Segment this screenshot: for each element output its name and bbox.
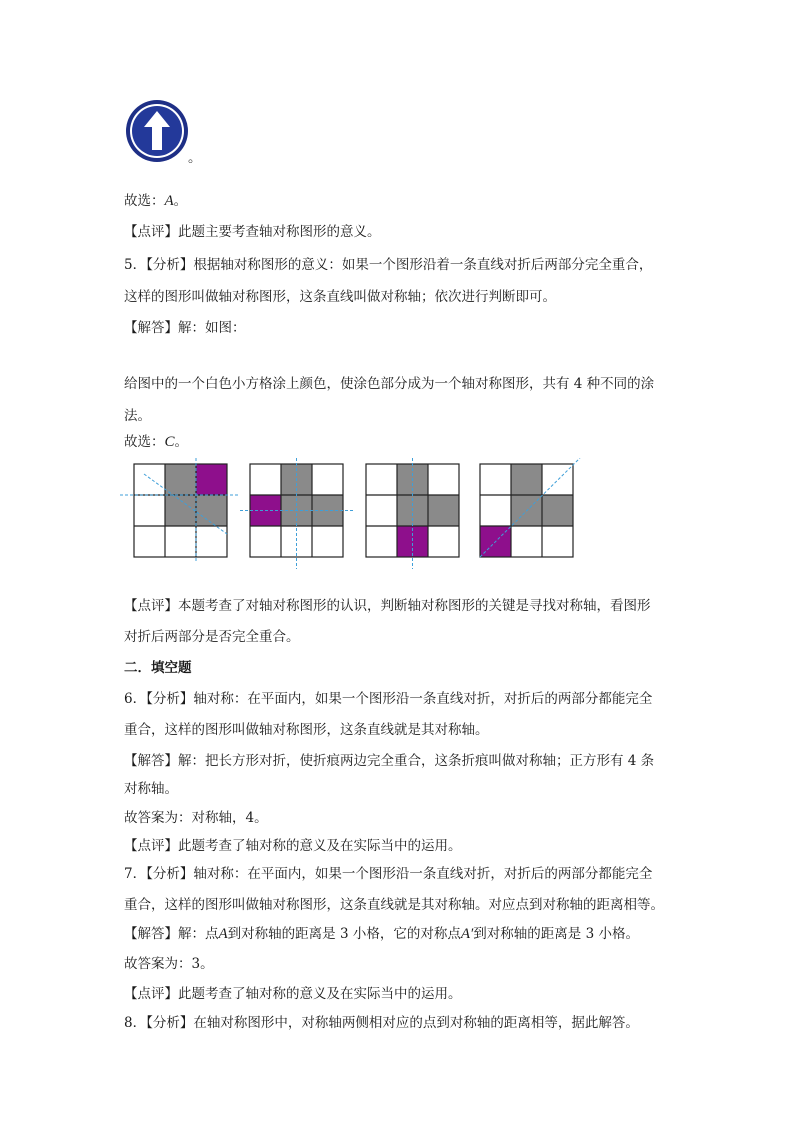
grid-1: [120, 458, 239, 563]
q6-analysis-line2: 重合，这样的图形叫做轴对称图形，这条直线就是其对称轴。: [124, 722, 489, 738]
q7-result: 故答案为：3。: [124, 956, 214, 972]
point-a-label: A: [218, 926, 228, 942]
grid-3: [366, 458, 459, 569]
q7-comment: 【点评】此题考查了轴对称的意义及在实际当中的运用。: [124, 986, 462, 1002]
grid-4-gray-cell: [511, 464, 542, 495]
q7-answer: 【解答】解：点A到对称轴的距离是 3 小格，它的对称点A′到对称轴的距离是 3 小格。: [124, 926, 639, 942]
symmetry-grids-figure: [120, 458, 590, 578]
q5-comment-line1: 【点评】本题考查了对轴对称图形的认识，判断轴对称图形的关键是寻找对称轴，看图形: [124, 598, 651, 614]
sign-trailing-period: 。: [188, 150, 202, 166]
q5-answer-line2: 法。: [124, 408, 151, 424]
q5-analysis-line1: 5．【分析】根据轴对称图形的意义：如果一个图形沿着一条直线对折后两部分完全重合，: [124, 257, 653, 273]
point-a-prime-label: A′: [460, 926, 474, 942]
grid-1-purple-cell: [196, 464, 227, 495]
q4-choice: 故选：A。: [124, 193, 188, 209]
q5-choice-letter: C: [164, 434, 175, 450]
q5-comment-line2: 对折后两部分是否完全重合。: [124, 629, 300, 645]
q5-answer-head: 【解答】解：如图：: [124, 320, 246, 336]
q5-analysis-line2: 这样的图形叫做轴对称图形，这条直线叫做对称轴；依次进行判断即可。: [124, 289, 556, 305]
q6-answer-line1: 【解答】解：把长方形对折，使折痕两边完全重合，这条折痕叫做对称轴；正方形有 4 条: [124, 753, 655, 769]
q5-answer-line1: 给图中的一个白色小方格涂上颜色，使涂色部分成为一个轴对称图形，共有 4 种不同的涂: [124, 376, 655, 392]
grid-3-gray-cell: [428, 495, 459, 526]
section-title-fill-blank: 二．填空题: [124, 660, 192, 676]
q5-choice: 故选：C。: [124, 434, 189, 450]
grid-4-gray-cell: [542, 495, 573, 526]
grid-1-gray-cell: [196, 495, 227, 526]
q7-analysis-line2: 重合，这样的图形叫做轴对称图形，这条直线就是其对称轴。对应点到对称轴的距离相等。: [124, 897, 664, 913]
q7-analysis-line1: 7．【分析】轴对称：在平面内，如果一个图形沿一条直线对折，对折后的两部分都能完全: [124, 866, 653, 882]
q6-result: 故答案为：对称轴，4。: [124, 810, 268, 826]
q6-comment: 【点评】此题考查了轴对称的意义及在实际当中的运用。: [124, 838, 462, 854]
q8-analysis-line1: 8．【分析】在轴对称图形中，对称轴两侧相对应的点到对称轴的距离相等，据此解答。: [124, 1015, 639, 1031]
q4-choice-letter: A: [164, 193, 174, 209]
one-way-sign-image: [124, 98, 196, 164]
grid-4: [480, 458, 580, 557]
grid-2: [240, 458, 353, 569]
q4-comment: 【点评】此题主要考查轴对称图形的意义。: [124, 224, 381, 240]
q6-answer-line2: 对称轴。: [124, 781, 178, 797]
q6-analysis-line1: 6．【分析】轴对称：在平面内，如果一个图形沿一条直线对折，对折后的两部分都能完全: [124, 691, 653, 707]
grid-1-gray-cell: [165, 495, 196, 526]
up-arrow-sign-icon: [124, 98, 196, 164]
grid-1-gray-cell: [165, 464, 196, 495]
